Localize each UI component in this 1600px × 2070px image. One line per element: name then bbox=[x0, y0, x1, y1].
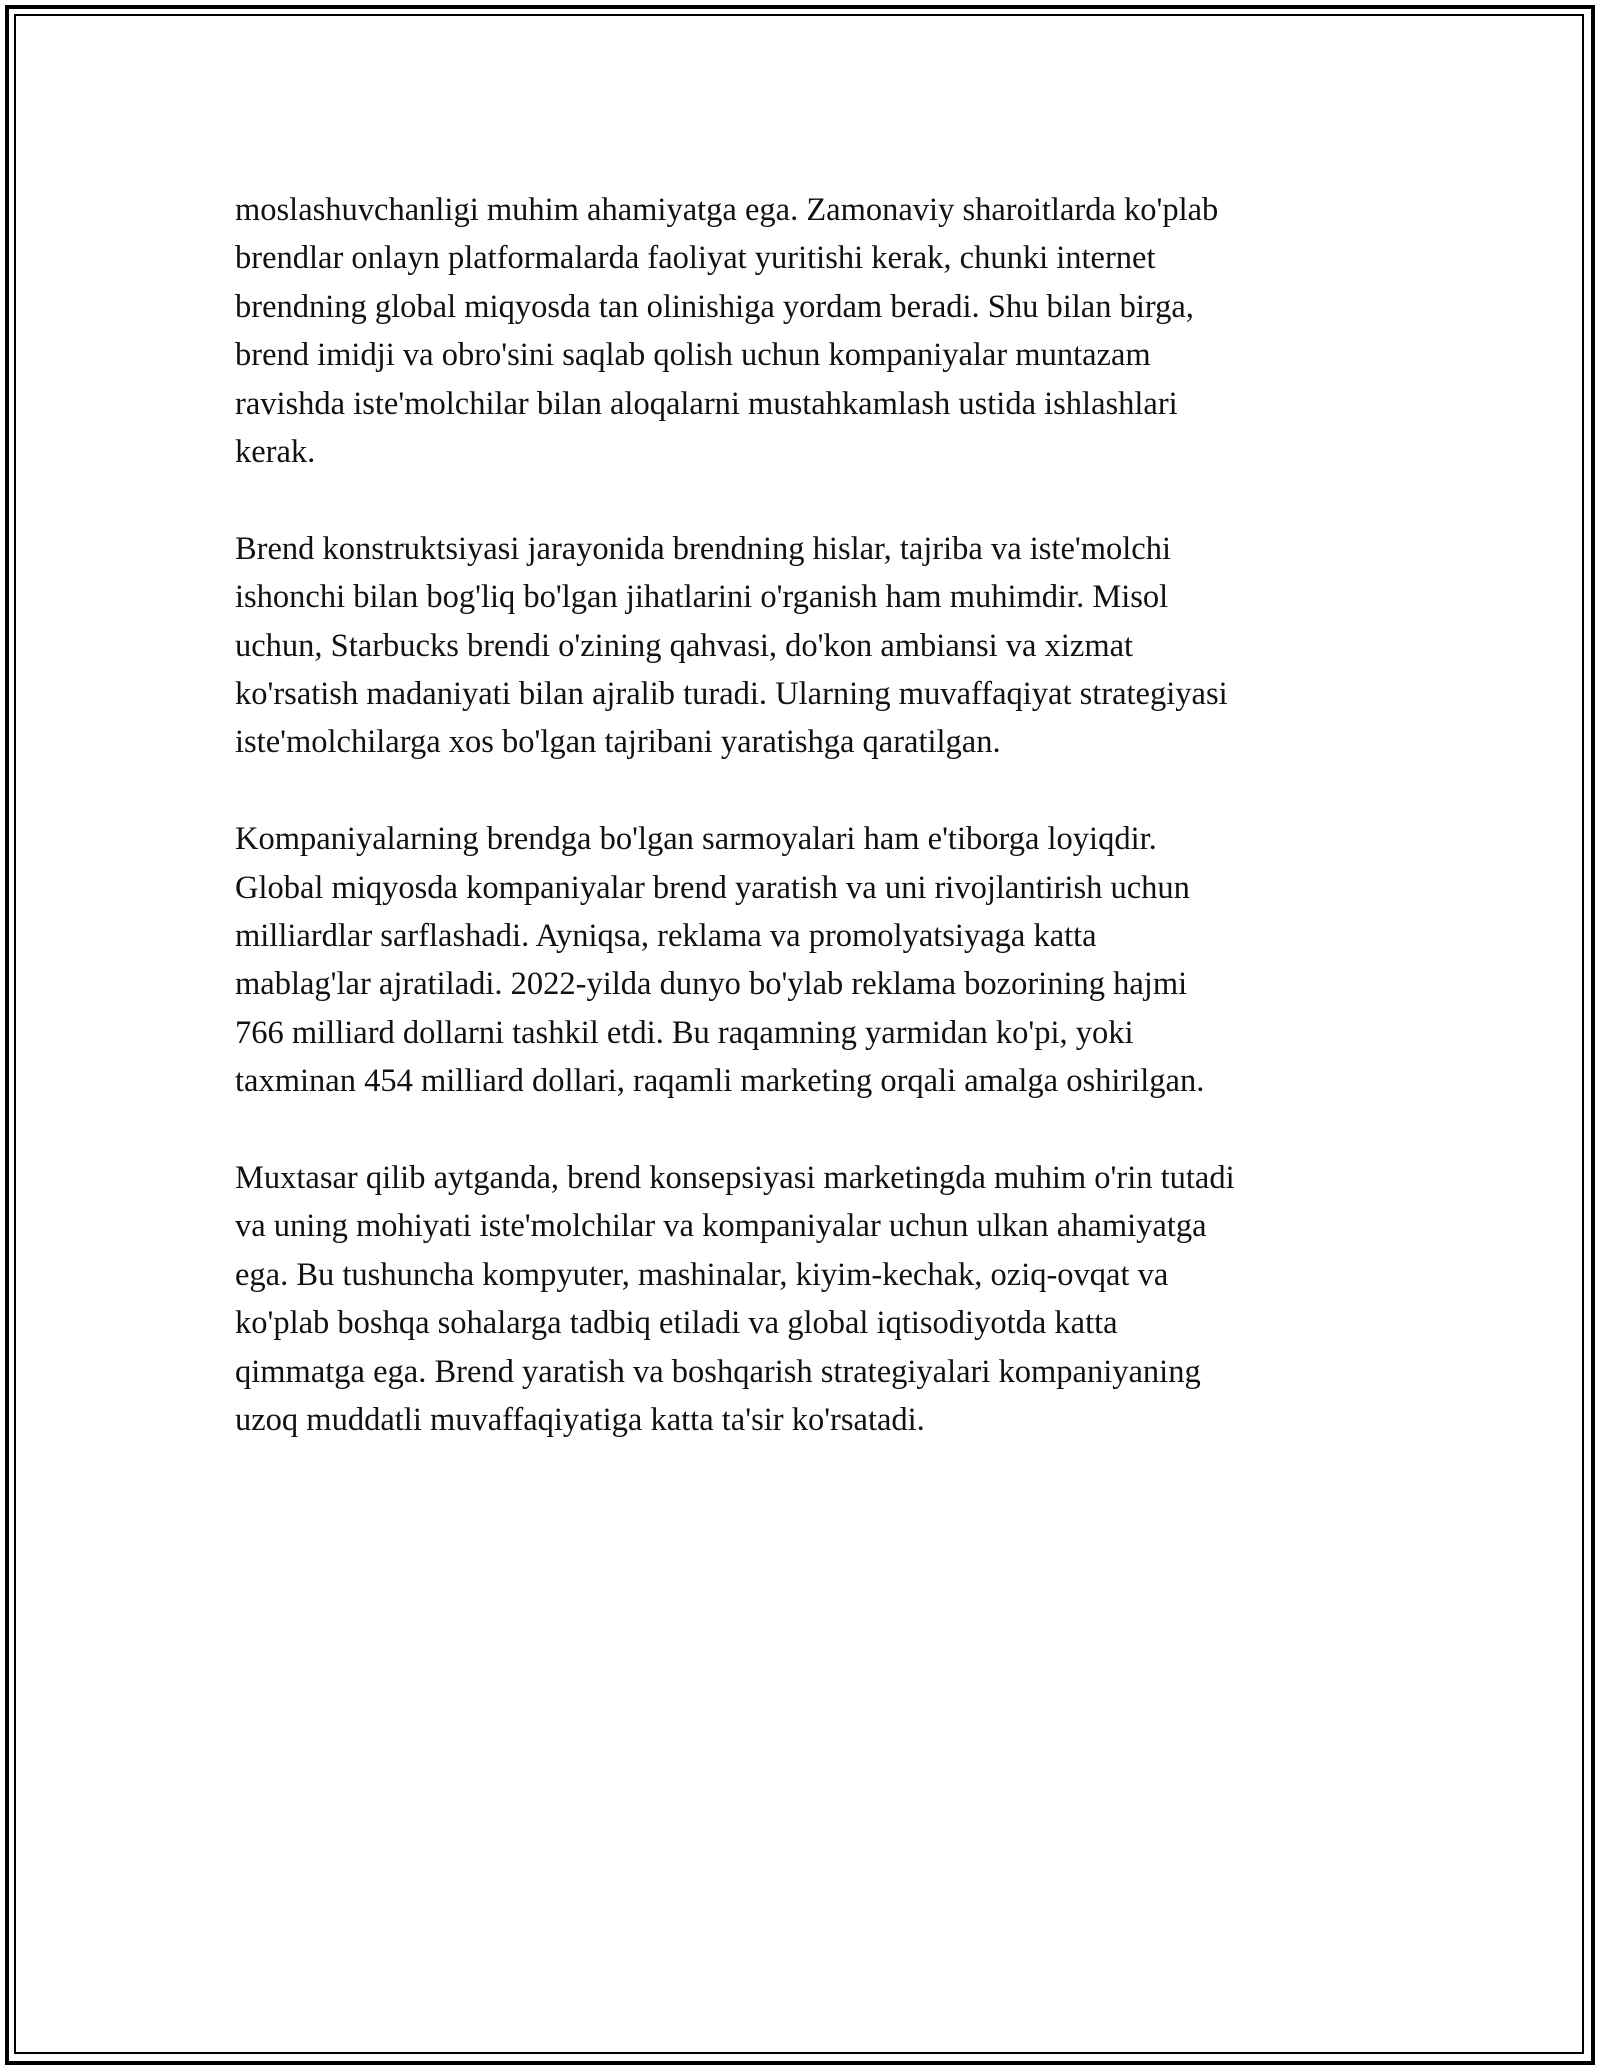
text-line: Brend konstruktsiyasi jarayonida brendning hislar, tajriba va iste'molchi bbox=[235, 530, 1172, 567]
text-line: brendning global miqyosda tan olinishiga yordam beradi. Shu bilan birga, bbox=[235, 288, 1194, 325]
text-line: ishonchi bilan bog'liq bo'lgan jihatlarini o'rganish ham muhimdir. Misol bbox=[235, 579, 1169, 616]
text-line: Muxtasar qilib aytganda, brend konsepsiyasi marketingda muhim o'rin tutadi bbox=[235, 1160, 1235, 1197]
text-line: iste'molchilarga xos bo'lgan tajribani yaratishga qaratilgan. bbox=[235, 724, 1001, 761]
text-line: ko'plab boshqa sohalarga tadbiq etiladi va global iqtisodiyotda katta bbox=[235, 1305, 1118, 1342]
text-line: milliardlar sarflashadi. Ayniqsa, reklama va promolyatsiyaga katta bbox=[235, 918, 1097, 955]
paragraph bbox=[235, 525, 1375, 767]
text-line: kerak. bbox=[235, 434, 316, 471]
text-line: qimmatga ega. Brend yaratish va boshqarish strategiyalari kompaniyaning bbox=[235, 1353, 1201, 1390]
text-line: brendlar onlayn platformalarda faoliyat yuritishi kerak, chunki internet bbox=[235, 240, 1156, 277]
text-line: 766 milliard dollarni tashkil etdi. Bu raqamning yarmidan ko'pi, yoki bbox=[235, 1014, 1134, 1051]
text-line: ega. Bu tushuncha kompyuter, mashinalar, kiyim-kechak, oziq-ovqat va bbox=[235, 1256, 1169, 1293]
document-body bbox=[235, 186, 1375, 1493]
text-line: taxminan 454 milliard dollari, raqamli marketing orqali amalga oshirilgan. bbox=[235, 1063, 1205, 1100]
text-line: mablag'lar ajratiladi. 2022-yilda dunyo bo'ylab reklama bozorining hajmi bbox=[235, 966, 1188, 1003]
text-line: ko'rsatish madaniyati bilan ajralib turadi. Ularning muvaffaqiyat strategiyasi bbox=[235, 676, 1228, 713]
text-line: ravishda iste'molchilar bilan aloqalarni mustahkamlash ustida ishlashlari bbox=[235, 385, 1178, 422]
text-line: uzoq muddatli muvaffaqiyatiga katta ta'sir ko'rsatadi. bbox=[235, 1402, 925, 1439]
text-line: Global miqyosda kompaniyalar brend yaratish va uni rivojlantirish uchun bbox=[235, 869, 1190, 906]
text-line: Kompaniyalarning brendga bo'lgan sarmoyalari ham e'tiborga loyiqdir. bbox=[235, 821, 1157, 858]
paragraph bbox=[235, 1154, 1375, 1444]
paragraph bbox=[235, 186, 1375, 476]
text-line: moslashuvchanligi muhim ahamiyatga ega. Zamonaviy sharoitlarda ko'plab bbox=[235, 192, 1219, 228]
text-line: brend imidji va obro'sini saqlab qolish uchun kompaniyalar muntazam bbox=[235, 337, 1151, 374]
text-line: uchun, Starbucks brendi o'zining qahvasi, do'kon ambiansi va xizmat bbox=[235, 627, 1134, 664]
text-line: va uning mohiyati iste'molchilar va kompaniyalar uchun ulkan ahamiyatga bbox=[235, 1208, 1207, 1245]
paragraph bbox=[235, 815, 1375, 1105]
